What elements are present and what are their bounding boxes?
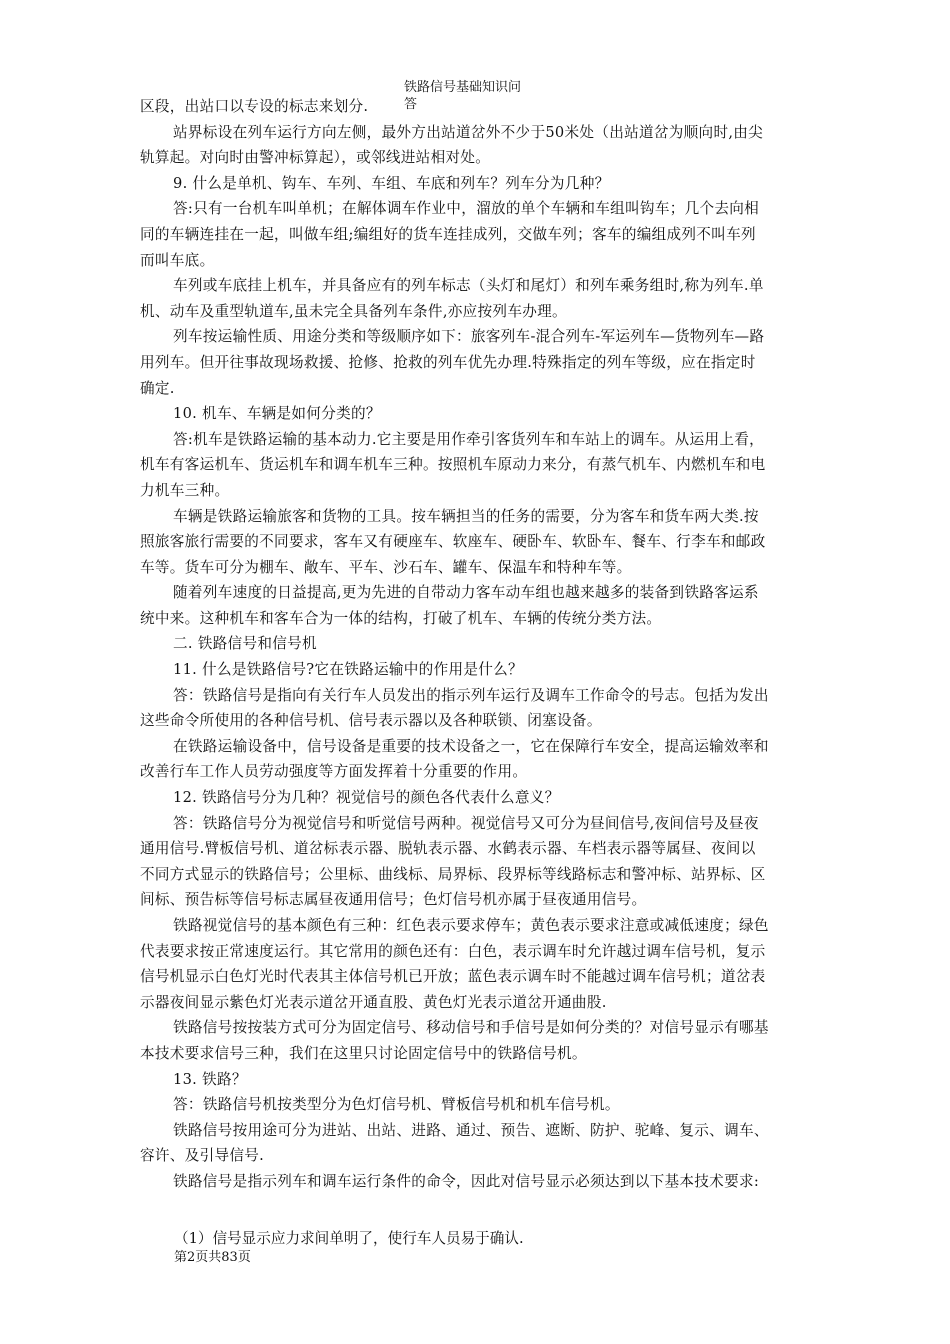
text-line: 站界标设在列车运行方向左侧，最外方出站道岔外不少于50米处（出站道岔为顺向时,由尖 (173, 123, 764, 141)
text-line: 不同方式显示的铁路信号；公里标、曲线标、局界标、段界标等线路标志和警冲标、站界标、区 (140, 865, 766, 883)
text-line: 代表要求按正常速度运行。其它常用的颜色还有：白色，表示调车时允许越过调车信号机，复示 (140, 942, 766, 960)
text-line: 列车按运输性质、用途分类和等级顺序如下：旅客列车-混合列车-军运列车—货物列车—路 (173, 328, 765, 346)
text-line: 13. 铁路？ (173, 1070, 247, 1088)
text-line: 统中来。这种机车和客车合为一体的结构，打破了机车、车辆的传统分类方法。 (140, 609, 662, 627)
text-line: 车等。货车可分为棚车、敞车、平车、沙石车、罐车、保温车和特种车等。 (140, 558, 632, 576)
text-line: 答:机车是铁路运输的基本动力.它主要是用作牵引客货列车和车站上的调车。从运用上看， (173, 430, 765, 448)
text-line: 答:只有一台机车叫单机；在解体调车作业中，溜放的单个车辆和车组叫钩车；几个去向相 (173, 200, 760, 218)
text-line: 照旅客旅行需要的不同要求，客车又有硬座车、软座车、硬卧车、软卧车、餐车、行李车和邮政 (140, 533, 766, 551)
text-line: 答：铁路信号是指向有关行车人员发出的指示列车运行及调车工作命令的号志。包括为发出 (173, 686, 769, 704)
text-line: 机、动车及重型轨道车,虽未完全具备列车条件,亦应按列车办理。 (140, 302, 567, 320)
text-line: 区段，出站口以专设的标志来划分. (140, 98, 369, 115)
text-line: 10. 机车、车辆是如何分类的？ (173, 405, 381, 423)
text-line: 改善行车工作人员劳动强度等方面发挥着十分重要的作用。 (140, 763, 528, 781)
text-line: 间标、预告标等信号标志属昼夜通用信号；色灯信号机亦属于昼夜通用信号。 (140, 891, 647, 909)
text-line: 车列或车底挂上机车，并具备应有的列车标志（头灯和尾灯）和列车乘务组时,称为列车.单 (173, 277, 764, 295)
text-line: 12. 铁路信号分为几种？视觉信号的颜色各代表什么意义？ (173, 789, 560, 807)
text-line: 铁路信号按按装方式可分为固定信号、移动信号和手信号是如何分类的？对信号显示有哪基 (173, 1019, 769, 1037)
page-number: 第2页共83页 (174, 1250, 251, 1265)
text-line: 确定. (140, 379, 175, 397)
header-title: 铁路信号基础知识问 (404, 80, 522, 95)
text-line: 答：铁路信号分为视觉信号和听觉信号两种。视觉信号又可分为昼间信号,夜间信号及昼夜 (173, 814, 759, 832)
text-line: 示器夜间显示紫色灯光表示道岔开通直股、黄色灯光表示道岔开通曲股. (140, 993, 607, 1011)
text-line: 机车有客运机车、货运机车和调车机车三种。按照机车原动力来分，有蒸气机车、内燃机车和电 (140, 456, 766, 474)
text-line: 轨算起。对向时由警冲标算起），或邻线进站相对处。 (140, 149, 491, 167)
text-line: 信号机显示白色灯光时代表其主体信号机已开放；蓝色表示调车时不能越过调车信号机；道岔表 (140, 968, 766, 986)
text-line: 在铁路运输设备中，信号设备是重要的技术设备之一，它在保障行车安全，提高运输效率和 (173, 737, 769, 755)
text-line: 这些命令所使用的各种信号机、信号表示器以及各种联锁、闭塞设备。 (140, 712, 602, 730)
text-line: 铁路信号按用途可分为进站、出站、进路、通过、预告、遮断、防护、驼峰、复示、调车、 (173, 1121, 769, 1139)
text-line: 用列车。但开往事故现场救援、抢修、抢救的列车优先办理.特殊指定的列车等级，应在指定时 (140, 353, 756, 371)
requirement-item-1: （1）信号显示应力求间单明了，使行车人员易于确认. (174, 1230, 524, 1247)
text-line: 本技术要求信号三种，我们在这里只讨论固定信号中的铁路信号机。 (140, 1044, 587, 1062)
text-line: 铁路信号是指示列车和调车运行条件的命令，因此对信号显示必须达到以下基本技术要求: (173, 1172, 760, 1190)
text-line: 9. 什么是单机、钩车、车列、车组、车底和列车？列车分为几种？ (173, 174, 610, 192)
text-line: 11. 什么是铁路信号?它在铁路运输中的作用是什么？ (173, 661, 523, 679)
text-line: 力机车三种。 (140, 481, 230, 499)
text-line: 随着列车速度的日益提高,更为先进的自带动力客车动车组也越来越多的装备到铁路客运系 (173, 584, 759, 602)
header-title-continued: 答 (404, 97, 418, 112)
body-text (140, 94, 820, 1195)
text-line: 二. 铁路信号和信号机 (173, 635, 317, 653)
text-line: 答：铁路信号机按类型分为色灯信号机、臂板信号机和机车信号机。 (173, 1096, 620, 1114)
text-line: 同的车辆连挂在一起，叫做车组;编组好的货车连挂成列，交做车列；客车的编组成列不叫车列 (140, 225, 756, 243)
text-line: 而叫车底。 (140, 251, 215, 269)
text-line: 铁路视觉信号的基本颜色有三种：红色表示要求停车；黄色表示要求注意或减低速度；绿色 (173, 917, 769, 934)
text-line: 容许、及引导信号. (140, 1147, 265, 1165)
text-line: 车辆是铁路运输旅客和货物的工具。按车辆担当的任务的需要，分为客车和货车两大类.按 (173, 507, 759, 525)
text-line: 通用信号.臂板信号机、道岔标表示器、脱轨表示器、水鹤表示器、车档表示器等属昼、夜间以 (140, 840, 756, 858)
